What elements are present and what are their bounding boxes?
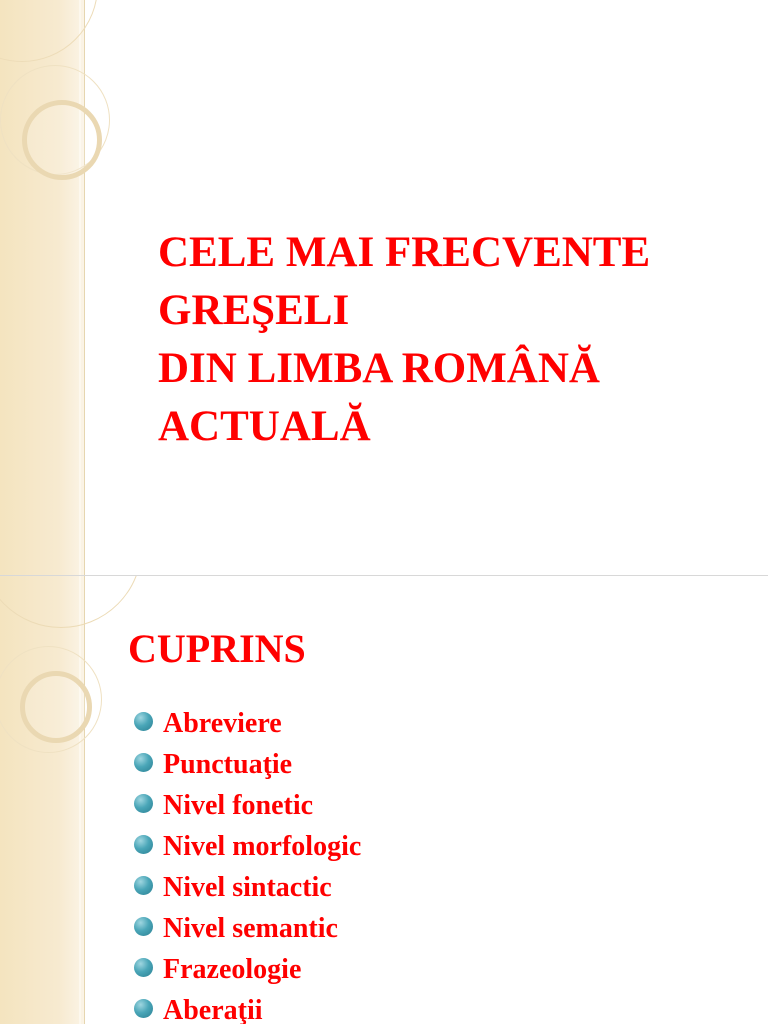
list-item — [134, 949, 361, 990]
decorative-circle-icon — [0, 0, 98, 62]
slide-title-line: CELE MAI FRECVENTE — [158, 229, 651, 276]
decorative-circle-icon — [0, 576, 142, 628]
bullet-icon — [134, 958, 153, 977]
list-item-label: Abreviere — [163, 708, 282, 739]
list-item — [134, 703, 361, 744]
contents-heading: CUPRINS — [128, 626, 306, 671]
bullet-icon — [134, 794, 153, 813]
list-item — [134, 826, 361, 867]
decorative-side-band — [0, 0, 85, 576]
slide-title-line: GREŞELI — [158, 287, 350, 334]
bullet-icon — [134, 835, 153, 854]
list-item — [134, 867, 361, 908]
list-item — [134, 990, 361, 1024]
list-item-label: Nivel sintactic — [163, 872, 332, 903]
slide-title-line: DIN LIMBA ROMÂNĂ — [158, 345, 600, 392]
decorative-ring-icon — [20, 671, 92, 743]
list-item — [134, 785, 361, 826]
list-item-label: Frazeologie — [163, 954, 302, 985]
slide-title — [158, 224, 748, 456]
bullet-icon — [134, 917, 153, 936]
list-item-label: Nivel fonetic — [163, 790, 314, 821]
decorative-side-band — [0, 576, 85, 1024]
decorative-ring-icon — [22, 100, 102, 180]
list-item — [134, 744, 361, 785]
contents-list — [134, 703, 361, 1024]
list-item-label: Nivel semantic — [163, 913, 338, 944]
list-item-label: Aberaţii — [163, 995, 263, 1024]
slide-title-line: ACTUALĂ — [158, 403, 371, 450]
bullet-icon — [134, 753, 153, 772]
list-item-label: Punctuaţie — [163, 749, 293, 780]
bullet-icon — [134, 999, 153, 1018]
contents-slide — [0, 576, 768, 1024]
list-item — [134, 908, 361, 949]
list-item-label: Nivel morfologic — [163, 831, 362, 862]
bullet-icon — [134, 876, 153, 895]
bullet-icon — [134, 712, 153, 731]
